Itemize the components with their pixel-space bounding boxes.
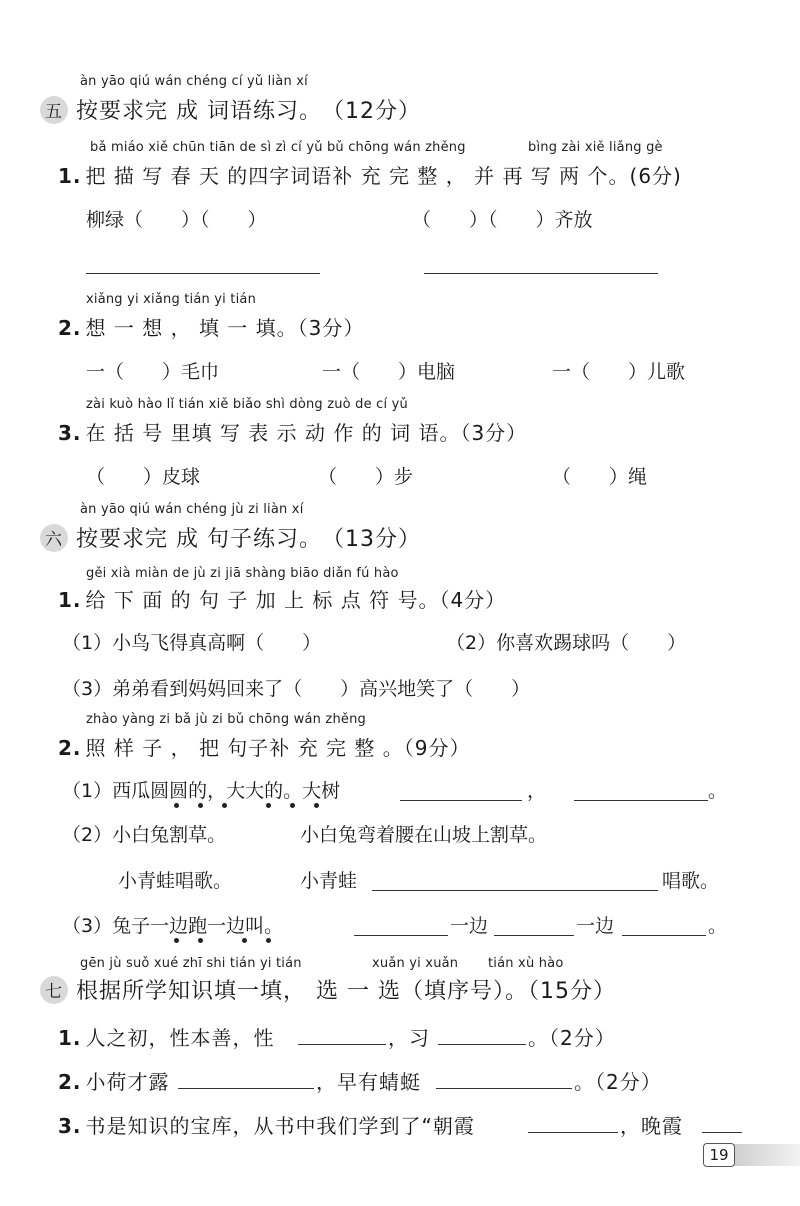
- s5-q1-number: 1.: [58, 164, 82, 188]
- s6-q2-item3-line-1[interactable]: [354, 935, 448, 936]
- s6-q2-item3-example: （3）兔子一边跑一边叫。: [62, 915, 284, 937]
- s5-q2-item-2[interactable]: 一（ ）电脑: [322, 361, 456, 383]
- s6-q2-question: [58, 732, 470, 761]
- emphasis-dot: [198, 938, 203, 943]
- section7-pinyin-b: xuǎn yi xuǎn: [372, 956, 459, 971]
- s6-q1-text: 给 下 面 的 句 子 加 上 标 点 符 号。（4分）: [85, 588, 507, 612]
- section7-badge: 七: [40, 976, 68, 1004]
- s6-q2-item2-example: （2）小白兔割草。: [62, 824, 227, 846]
- s5-q1-pinyin-a: bǎ miáo xiě chūn tiān de sì zì cí yǔ bǔ chōng wán zhěng: [90, 140, 466, 155]
- s7-q3-question: [58, 1110, 475, 1139]
- section6-badge: 六: [40, 524, 68, 552]
- s6-q2-item2-prompt: 小青蛙唱歌。: [118, 870, 233, 892]
- s6-q2-item3-line-2[interactable]: [494, 935, 574, 936]
- page-number: 19: [703, 1143, 735, 1167]
- section5-pinyin: àn yāo qiú wán chéng cí yǔ liàn xí: [80, 74, 308, 89]
- s7-q3-line-2[interactable]: [702, 1132, 742, 1133]
- s6-q2-item1-line-1[interactable]: [400, 800, 522, 801]
- emphasis-dot: [222, 803, 227, 808]
- section7-title-a: 根据所学知识填一填，: [76, 979, 307, 1004]
- emphasis-dot: [266, 938, 271, 943]
- s7-q2-question: [58, 1066, 170, 1095]
- s6-q2-item1-line-2[interactable]: [574, 800, 708, 801]
- s5-q1-item-b[interactable]: （ ）（ ）齐放: [412, 209, 593, 231]
- emphasis-dot: [174, 803, 179, 808]
- s5-q1-item-a[interactable]: 柳绿（ ）（ ）: [86, 209, 267, 231]
- s7-q1-text-c: 。（2分）: [528, 1026, 616, 1050]
- s6-q1-item-3[interactable]: （3）弟弟看到妈妈回来了（ ）高兴地笑了（ ）: [62, 678, 531, 700]
- s5-q3-item-2[interactable]: （ ）步: [318, 466, 414, 488]
- section7-title-c: （填序号）。（15分）: [401, 979, 617, 1004]
- s6-q2-item1-comma: ，: [527, 780, 547, 802]
- s6-q1-number: 1.: [58, 588, 82, 612]
- s6-q2-item2-expanded: 小白兔弯着腰在山坡上割草。: [300, 824, 548, 846]
- s7-q2-text-c: 。（2分）: [574, 1070, 662, 1094]
- s6-q2-text: 照 样 子 ， 把 句子补 充 完 整 。（9分）: [85, 736, 471, 760]
- s5-q2-number: 2.: [58, 316, 82, 340]
- s7-q2-line-2[interactable]: [436, 1088, 572, 1089]
- s5-q1-question: [58, 160, 682, 189]
- s5-q1-pinyin-b: bìng zài xiě liǎng gè: [528, 140, 663, 155]
- s5-q1-text: 把 描 写 春 天 的四字词语补 充 完 整 ， 并 再 写 两 个。(6分): [85, 164, 682, 188]
- section7-pinyin-a: gēn jù suǒ xué zhī shi tián yi tián: [80, 956, 302, 971]
- s6-q1-question: [58, 584, 506, 613]
- section6-pinyin: àn yāo qiú wán chéng jù zi liàn xí: [80, 502, 304, 517]
- s5-q3-pinyin: zài kuò hào lǐ tián xiě biǎo shì dòng zuò de cí yǔ: [86, 397, 408, 412]
- s5-q3-number: 3.: [58, 421, 82, 445]
- s5-q2-pinyin: xiǎng yi xiǎng tián yi tián: [86, 292, 257, 307]
- s5-q1-answer-line-2[interactable]: [424, 273, 658, 274]
- s6-q2-item1-text: （1）西瓜圆圆的，大大的。大树: [62, 780, 341, 802]
- section7-pinyin-c: tián xù hào: [488, 956, 564, 971]
- s6-q1-item-1[interactable]: （1）小鸟飞得真高啊（ ）: [62, 632, 322, 654]
- s5-q2-item-1[interactable]: 一（ ）毛巾: [86, 361, 220, 383]
- s7-q2-text-b: ，早有蜻蜓: [316, 1070, 421, 1094]
- s6-q1-pinyin: gěi xià miàn de jù zi jiā shàng biāo diǎn fú hào: [86, 566, 399, 581]
- s5-q3-item-1[interactable]: （ ）皮球: [86, 466, 201, 488]
- footer-band: [733, 1144, 800, 1166]
- s7-q1-line-2[interactable]: [438, 1044, 526, 1045]
- s7-q2-number: 2.: [58, 1070, 82, 1094]
- s5-q2-question: [58, 312, 364, 341]
- emphasis-dot: [198, 803, 203, 808]
- section5-title: 按要求完 成 词语练习。: [76, 99, 322, 124]
- s6-q2-pinyin: zhào yàng zi bǎ jù zi bǔ chōng wán zhěng: [86, 712, 366, 727]
- s6-q1-item-2[interactable]: （2）你喜欢踢球吗（ ）: [446, 632, 687, 654]
- s7-q2-line-1[interactable]: [178, 1088, 314, 1089]
- s7-q3-number: 3.: [58, 1114, 82, 1138]
- s6-q2-item3-line-3[interactable]: [622, 935, 706, 936]
- s7-q3-text-a: 书是知识的宝库，从书中我们学到了“朝霞: [85, 1114, 475, 1138]
- s7-q1-text-b: ，习: [388, 1026, 430, 1050]
- s7-q1-number: 1.: [58, 1026, 82, 1050]
- s5-q2-text: 想 一 想 ， 填 一 填。（3分）: [85, 316, 365, 340]
- s5-q3-text: 在 括 号 里填 写 表 示 动 作 的 词 语。（3分）: [85, 421, 528, 445]
- section6-title: 按要求完 成 句子练习。: [76, 527, 322, 552]
- s5-q3-item-3[interactable]: （ ）绳: [552, 466, 648, 488]
- section5-title-row: [40, 94, 421, 125]
- s7-q2-text-a: 小荷才露: [85, 1070, 170, 1094]
- section6-title-row: [40, 522, 421, 553]
- s6-q2-item2-line[interactable]: [372, 890, 658, 891]
- s7-q3-text-b: ，晚霞: [620, 1114, 683, 1138]
- section5-score: （12分）: [322, 99, 421, 124]
- section7-title-row: [40, 974, 616, 1005]
- s6-q2-item3-mid-2: 一边: [576, 915, 615, 937]
- emphasis-dot: [314, 803, 319, 808]
- s6-q2-item2-end: 唱歌。: [662, 870, 720, 892]
- s7-q3-line-1[interactable]: [528, 1132, 618, 1133]
- s7-q1-line-1[interactable]: [298, 1044, 386, 1045]
- emphasis-dot: [266, 803, 271, 808]
- s7-q1-question: [58, 1022, 275, 1051]
- s6-q2-item3-end: 。: [708, 915, 728, 937]
- s5-q3-question: [58, 417, 527, 446]
- emphasis-dot: [174, 938, 179, 943]
- s6-q2-item1-end: 。: [708, 780, 728, 802]
- s7-q1-text-a: 人之初，性本善，性: [85, 1026, 275, 1050]
- emphasis-dot: [242, 938, 247, 943]
- s6-q2-item2-subject: 小青蛙: [300, 870, 358, 892]
- section7-title-b: 选 一 选: [316, 979, 402, 1004]
- s6-q2-item3-mid-1: 一边: [450, 915, 489, 937]
- section5-badge: 五: [40, 96, 68, 124]
- emphasis-dot: [290, 803, 295, 808]
- s5-q2-item-3[interactable]: 一（ ）儿歌: [552, 361, 686, 383]
- s5-q1-answer-line-1[interactable]: [86, 273, 320, 274]
- section6-score: （13分）: [322, 527, 421, 552]
- s6-q2-number: 2.: [58, 736, 82, 760]
